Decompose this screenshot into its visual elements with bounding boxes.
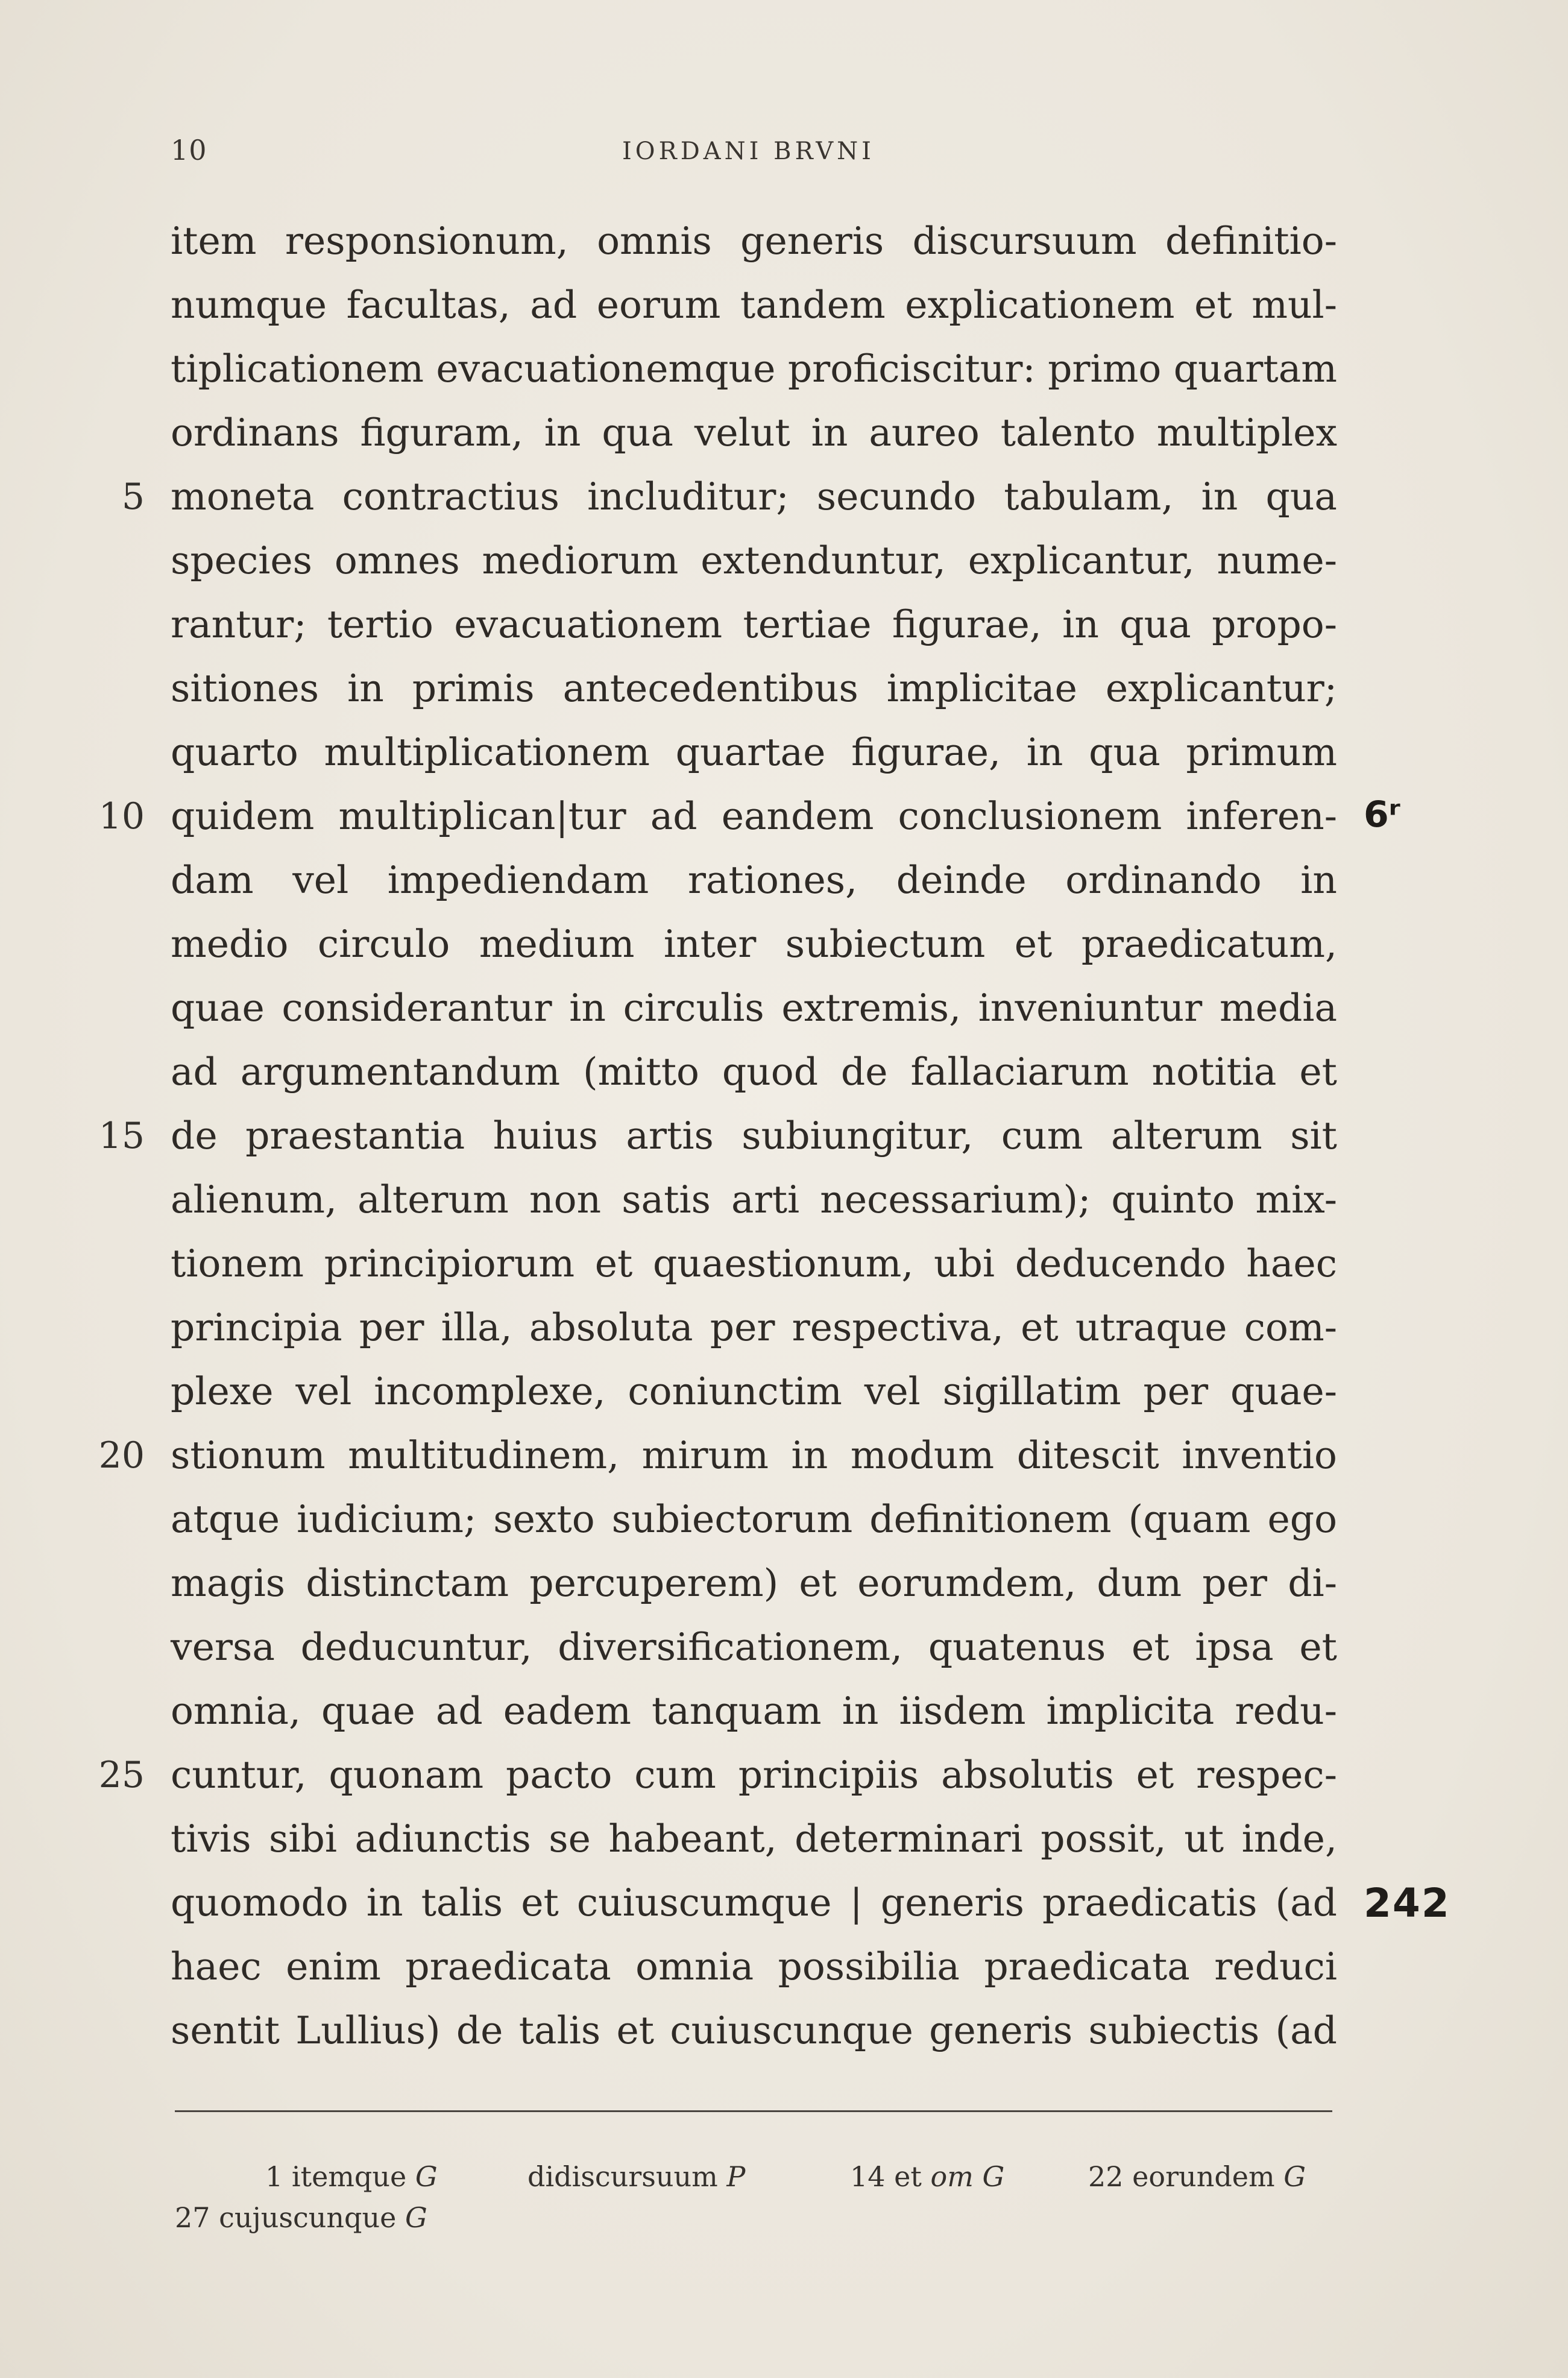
text-line: dam vel impediendam rationes, deinde ordinando in	[171, 858, 1337, 902]
text-line: de praestantia huius artis subiungitur, cum alterum sit	[171, 1114, 1337, 1158]
footnote: 14 et om G	[850, 2160, 1005, 2193]
page-mark: 242	[1364, 1880, 1450, 1926]
text-line: item responsionum, omnis generis discursuum definitio-	[171, 219, 1337, 263]
text-line: quomodo in talis et cuiuscumque | generis praedicatis (ad	[171, 1881, 1337, 1925]
text-line: numque facultas, ad eorum tandem explicationem et mul-	[171, 283, 1337, 327]
text-line: tivis sibi adiunctis se habeant, determinari possit, ut inde,	[171, 1817, 1337, 1861]
footnote: didiscursuum P	[527, 2160, 746, 2193]
page-number: 10	[171, 134, 207, 166]
text-line: tiplicationem evacuationemque proficiscitur: primo quartam	[171, 347, 1337, 391]
line-number: 20	[98, 1434, 145, 1477]
text-line: cuntur, quonam pacto cum principiis absolutis et respec-	[171, 1753, 1337, 1797]
text-line: quidem multiplican|tur ad eandem conclusionem inferen-	[171, 794, 1337, 838]
text-line: tionem principiorum et quaestionum, ubi deducendo haec	[171, 1241, 1337, 1285]
footnote-rule	[175, 2110, 1332, 2112]
text-line: sitiones in primis antecedentibus implicitae explicantur;	[171, 666, 1337, 710]
text-line: species omnes mediorum extenduntur, explicantur, nume-	[171, 538, 1337, 582]
line-number: 10	[98, 795, 145, 837]
text-line: sentit Lullius) de talis et cuiuscunque generis subiectis (ad	[171, 2008, 1337, 2052]
folio-mark: 6ʳ	[1364, 793, 1400, 836]
text-line: principia per illa, absoluta per respectiva, et utraque com-	[171, 1305, 1337, 1349]
line-number: 5	[121, 476, 145, 518]
footnote: 27 cujuscunque G	[175, 2201, 427, 2234]
text-line: atque iudicium; sexto subiectorum definitionem (quam ego	[171, 1497, 1337, 1541]
footnote: 1 itemque G	[265, 2160, 438, 2193]
text-line: quarto multiplicationem quartae figurae, in qua primum	[171, 730, 1337, 774]
line-number: 25	[98, 1754, 145, 1796]
text-line: magis distinctam percuperem) et eorumdem, dum per di-	[171, 1561, 1337, 1605]
text-line: moneta contractius includitur; secundo tabulam, in qua	[171, 475, 1337, 519]
running-title: IORDANI BRVNI	[622, 137, 875, 165]
text-line: medio circulo medium inter subiectum et praedicatum,	[171, 922, 1337, 966]
footnote: 22 eorundem G	[1088, 2160, 1306, 2193]
text-line: ordinans figuram, in qua velut in aureo talento multiplex	[171, 411, 1337, 455]
text-line: quae considerantur in circulis extremis, inveniuntur media	[171, 986, 1337, 1030]
text-line: rantur; tertio evacuationem tertiae figurae, in qua propo-	[171, 602, 1337, 646]
text-line: omnia, quae ad eadem tanquam in iisdem implicita redu-	[171, 1689, 1337, 1733]
text-line: alienum, alterum non satis arti necessarium); quinto mix-	[171, 1178, 1337, 1222]
text-line: stionum multitudinem, mirum in modum ditescit inventio	[171, 1433, 1337, 1477]
text-line: plexe vel incomplexe, coniunctim vel sigillatim per quae-	[171, 1369, 1337, 1413]
text-line: haec enim praedicata omnia possibilia praedicata reduci	[171, 1944, 1337, 1988]
line-number: 15	[98, 1115, 145, 1157]
text-line: ad argumentandum (mitto quod de fallaciarum notitia et	[171, 1050, 1337, 1094]
text-line: versa deducuntur, diversificationem, quatenus et ipsa et	[171, 1625, 1337, 1669]
